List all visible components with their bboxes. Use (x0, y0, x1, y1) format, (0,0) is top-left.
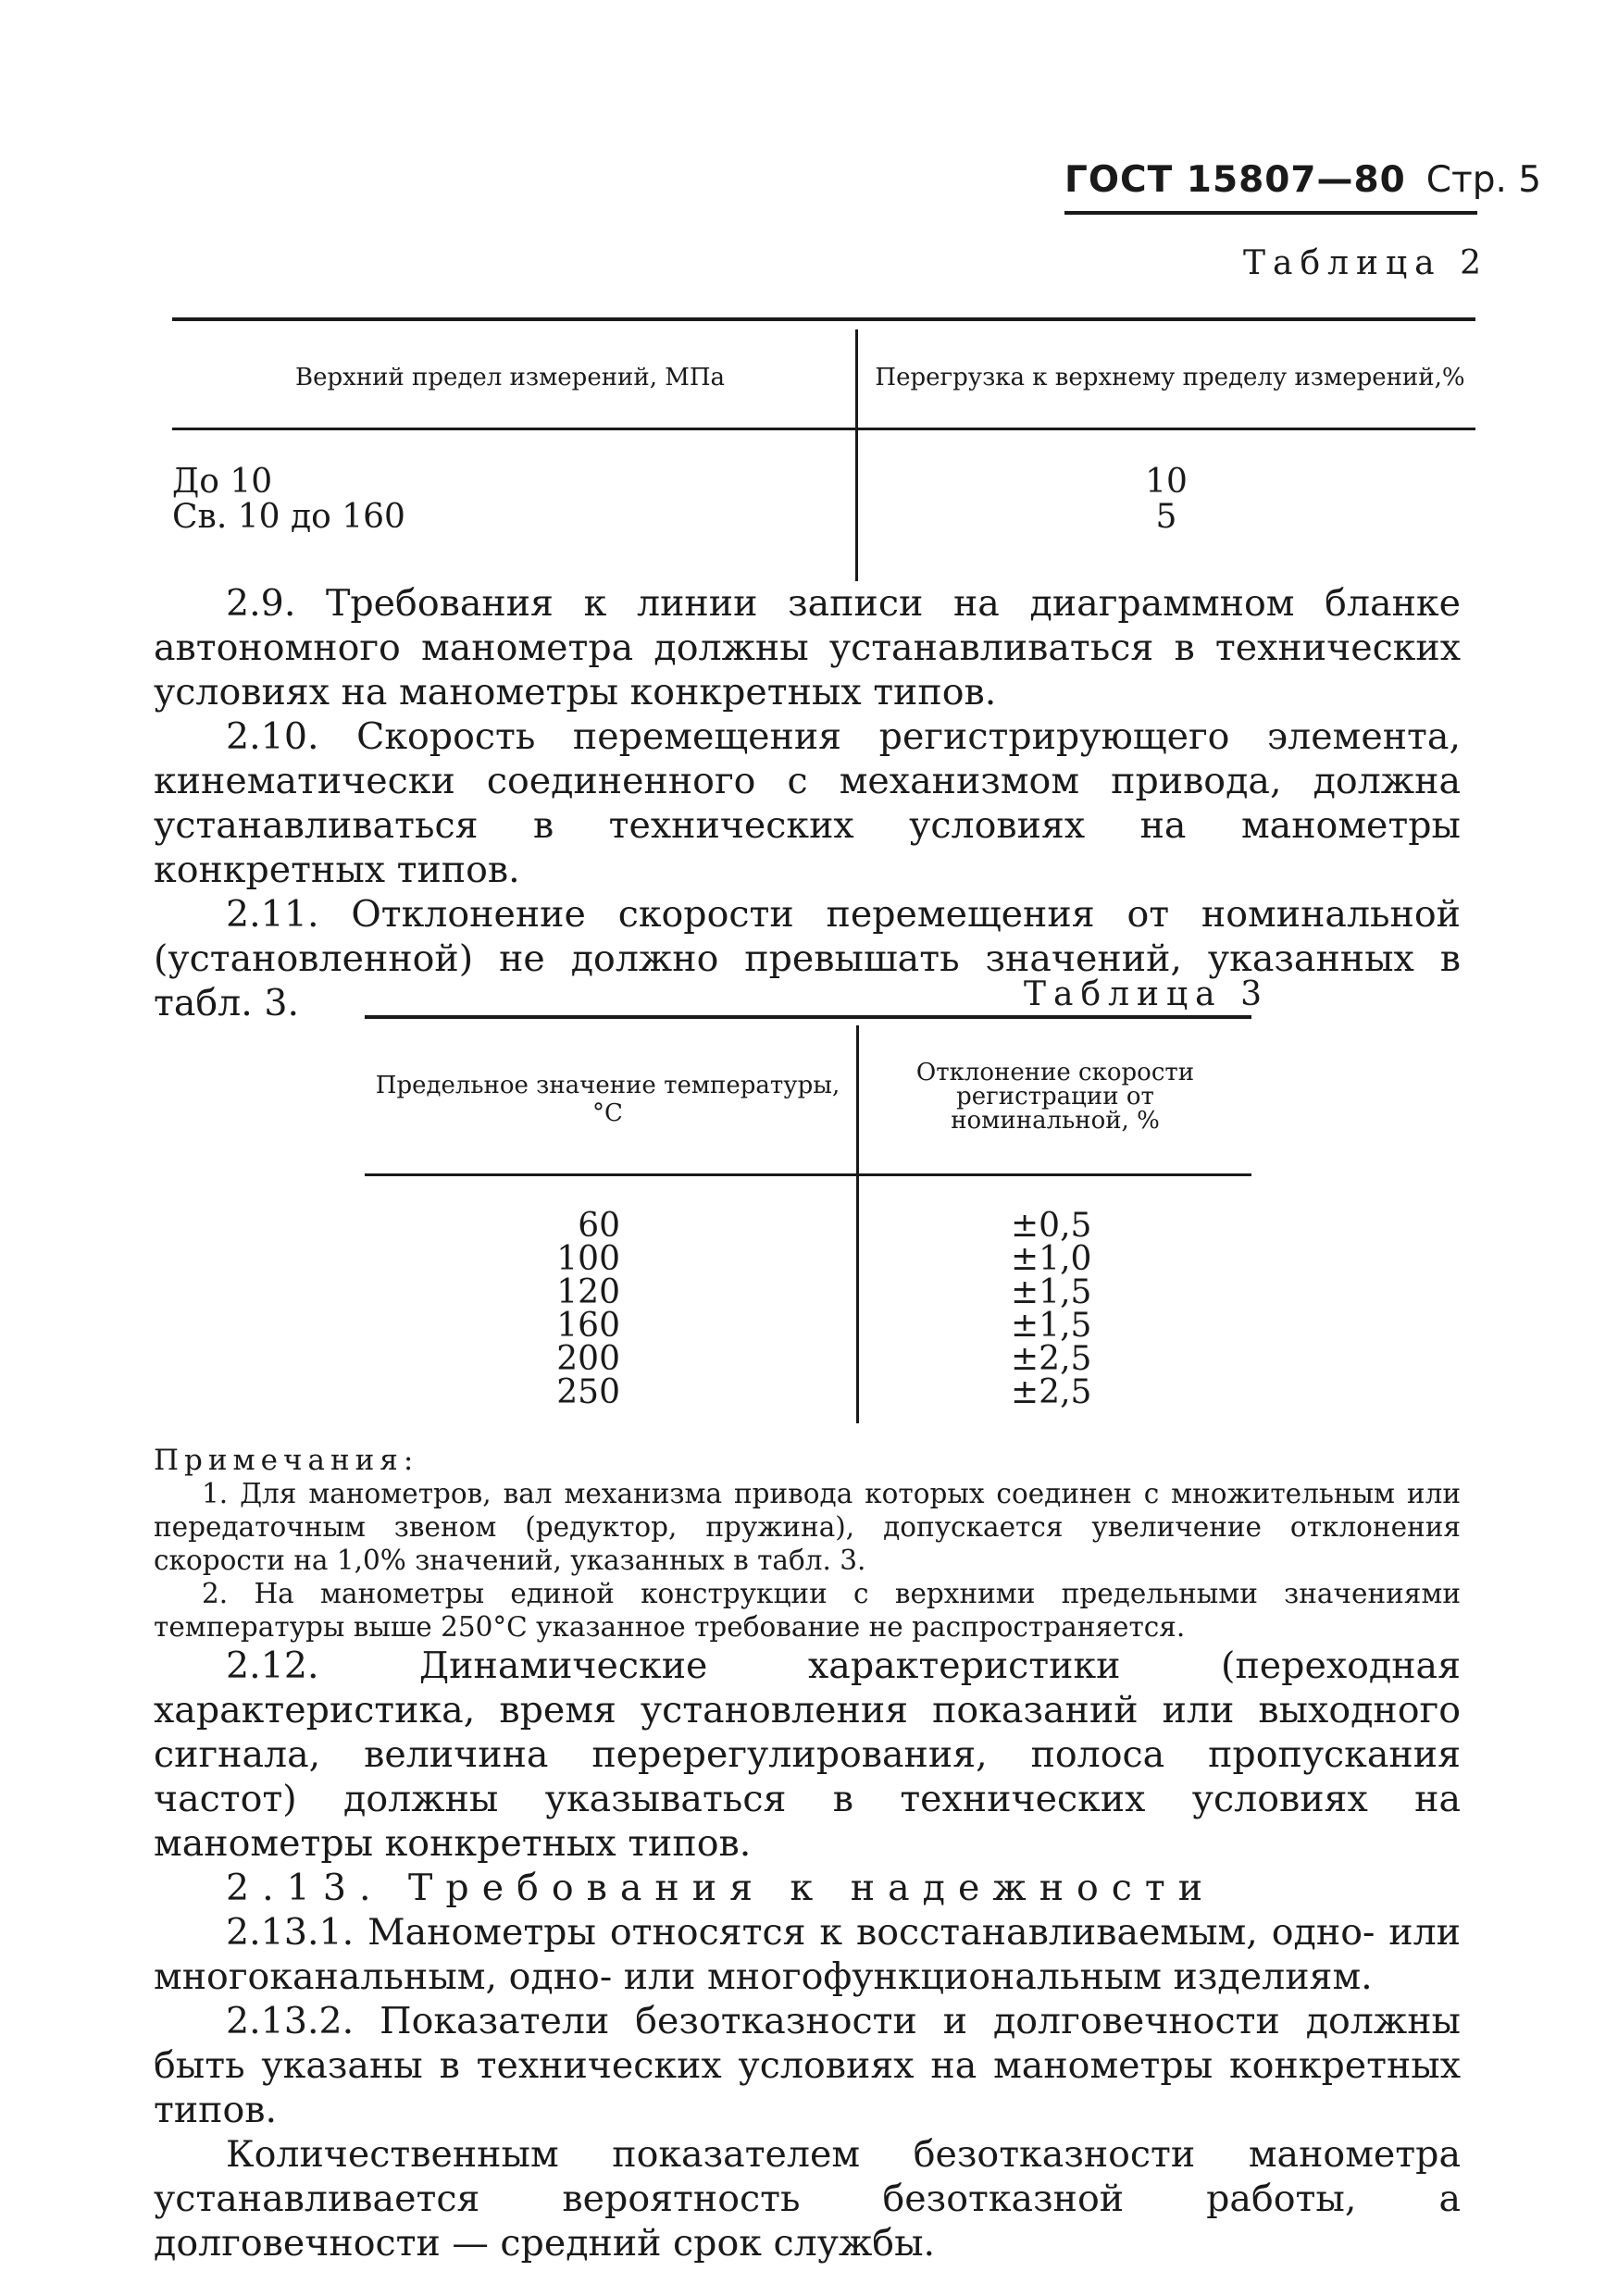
table2-col2-header: Перегрузка к верхнему пределу измерений,% (875, 364, 1465, 391)
para-2-11: 2.11. Отклонение скорости перемещения от номинальной (установленной) не должно превышать значений, указанных в табл. 3. (154, 893, 1461, 1024)
para-2-13-2: 2.13.2. Показатели безотказности и долговечности должны быть указаны в технических условиях на манометры конкретных типов. (154, 2000, 1461, 2131)
table2-top-rule (172, 317, 1475, 321)
para-2-13-1: 2.13.1. Манометры относятся к восстанавливаемым, одно- или многоканальным, одно- или многофункциональным изделиям. (154, 1911, 1461, 1998)
table2-overload-1: 10 (1145, 463, 1188, 501)
table3-temp-2: 100 (556, 1240, 620, 1278)
note-1: 1. Для манометров, вал механизма привода которых соединен с множительным или передаточным звеном (редуктор, пружина), допускается увеличение отклонения скорости на 1,0% значений, указанных в табл. 3. (154, 1478, 1461, 1576)
header-rule (1064, 211, 1477, 215)
table3-deviation-2: ±1,0 (1011, 1240, 1092, 1278)
page-number: Стр. 5 (1425, 159, 1542, 201)
table3-deviation-6: ±2,5 (1011, 1373, 1092, 1411)
para-2-12: 2.12. Динамические характеристики (переходная характеристика, время установления показаний или выходного сигнала, величина перерегулирования, полоса пропускания частот) должны указываться в технических условиях на манометры конкретных типов. (154, 1644, 1461, 1865)
table2-range-1: До 10 (172, 463, 273, 501)
table2-caption: Таблица 2 (1243, 244, 1488, 282)
table3-temp-1: 60 (578, 1207, 620, 1245)
table3-top-rule (365, 1015, 1251, 1019)
body-text-block-2 (154, 1644, 1461, 2265)
notes-block (154, 1444, 1461, 1644)
table2-header-rule (172, 428, 1475, 430)
table2-col1-header: Верхний предел измерений, МПа (294, 364, 726, 391)
notes-title: Примечания: (154, 1444, 419, 1477)
table3-caption: Таблица 3 (1024, 975, 1269, 1013)
table3-deviation-5: ±2,5 (1011, 1340, 1092, 1378)
table3-column-divider (856, 1025, 859, 1423)
table2-range-2: Св. 10 до 160 (172, 498, 405, 536)
para-2-9: 2.9. Требования к линии записи на диаграммном бланке автономного манометра должны устанавливаться в технических условиях на манометры конкретных типов. (154, 582, 1461, 714)
para-2-10: 2.10. Скорость перемещения регистрирующего элемента, кинематически соединенного с механизмом привода, должна устанавливаться в технических условиях на манометры конкретных типов. (154, 715, 1461, 891)
table3-temp-6: 250 (556, 1373, 620, 1411)
table3-temp-4: 160 (556, 1307, 620, 1345)
table3-header-rule (365, 1173, 1251, 1176)
table2-column-divider (855, 329, 858, 581)
body-text-block-1 (154, 581, 1461, 1025)
para-quantitative: Количественным показателем безотказности манометра устанавливается вероятность безотказной работы, а долговечности — средний срок службы. (154, 2133, 1461, 2265)
table3-deviation-1: ±0,5 (1011, 1207, 1092, 1245)
table3-col1-header: Предельное значение температуры, °С (375, 1072, 840, 1127)
table3-deviation-4: ±1,5 (1011, 1307, 1092, 1345)
table3-deviation-3: ±1,5 (1011, 1273, 1092, 1311)
table3-temp-5: 200 (556, 1340, 620, 1378)
para-2-13: 2.13. Требования к надежности (226, 1867, 1216, 1909)
note-2: 2. На манометры единой конструкции с верхними предельными значениями температуры выше 250°С указанное требование не распространяется. (154, 1578, 1461, 1643)
standard-number: ГОСТ 15807—80 (1064, 159, 1406, 201)
table3-col2-header: Отклонение скорости регистрации от номинальной, % (915, 1059, 1195, 1135)
page-header (1064, 159, 1542, 211)
table2-overload-2: 5 (1155, 498, 1177, 536)
table3-temp-3: 120 (556, 1273, 620, 1311)
